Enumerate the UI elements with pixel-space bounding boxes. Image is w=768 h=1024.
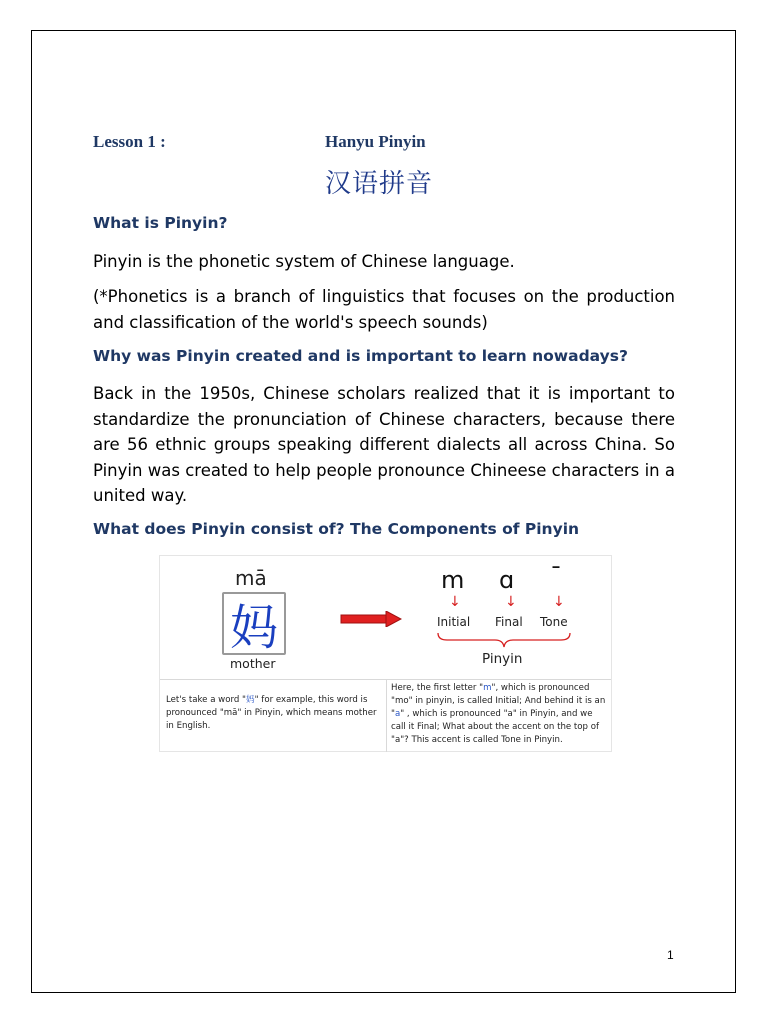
down-arrow-icon: ↓ (553, 594, 565, 610)
final-letter: ɑ (499, 566, 515, 594)
brace-icon (437, 632, 571, 648)
pinyin-ma: mā (235, 566, 267, 590)
what-is-pinyin-heading: What is Pinyin? (93, 214, 228, 232)
lesson-topic: Hanyu Pinyin (325, 132, 426, 151)
definition-paragraph: Pinyin is the phonetic system of Chinese language. (93, 252, 515, 271)
figure-illustration (160, 556, 611, 679)
initial-letter: m (441, 566, 465, 594)
meaning-label: mother (230, 656, 276, 671)
tone-label: Tone (540, 615, 568, 629)
history-paragraph: Back in the 1950s, Chinese scholars realized that it is important to standardize the pronunciation of Chinese characters, because there are 56 ethnic groups speaking different dialects all across China. So Pinyin was created to help people pronounce Chineese characters in a united way. (93, 384, 675, 505)
lesson-topic-hanzi: 汉语拼音 (325, 169, 434, 199)
pinyin-components-figure (159, 555, 612, 752)
down-arrow-icon: ↓ (449, 594, 461, 610)
why-created-heading: Why was Pinyin created and is important to learn nowadays? (93, 347, 628, 365)
tone-mark: ¯ (550, 562, 562, 590)
caption-right: Here, the first letter "m", which is pronounced "mo" in pinyin, is called Initial; And behind it is an "a" , which is pronounced "a" in Pinyin, and we call it Final; What about the accent on the top of "a"? This accent is called Tone in Pinyin. (391, 683, 606, 745)
down-arrow-icon: ↓ (505, 594, 517, 610)
page-number: 1 (667, 948, 674, 962)
pinyin-group-label: Pinyin (482, 651, 523, 667)
final-label: Final (495, 615, 523, 629)
phonetics-note-paragraph: (*Phonetics is a branch of linguistics that focuses on the production and classification of the world's speech sounds) (93, 287, 675, 332)
lesson-label: Lesson 1 : (93, 132, 166, 151)
components-heading: What does Pinyin consist of? The Components of Pinyin (93, 520, 580, 538)
hanzi-character: 妈 (229, 600, 278, 656)
figure-column-divider (386, 680, 387, 752)
hanzi-box (222, 592, 286, 655)
red-arrow-icon (340, 611, 402, 627)
initial-label: Initial (437, 615, 471, 629)
caption-left: Let's take a word "妈" for example, this word is pronounced "mā" in Pinyin, which means mother in English. (166, 695, 377, 731)
